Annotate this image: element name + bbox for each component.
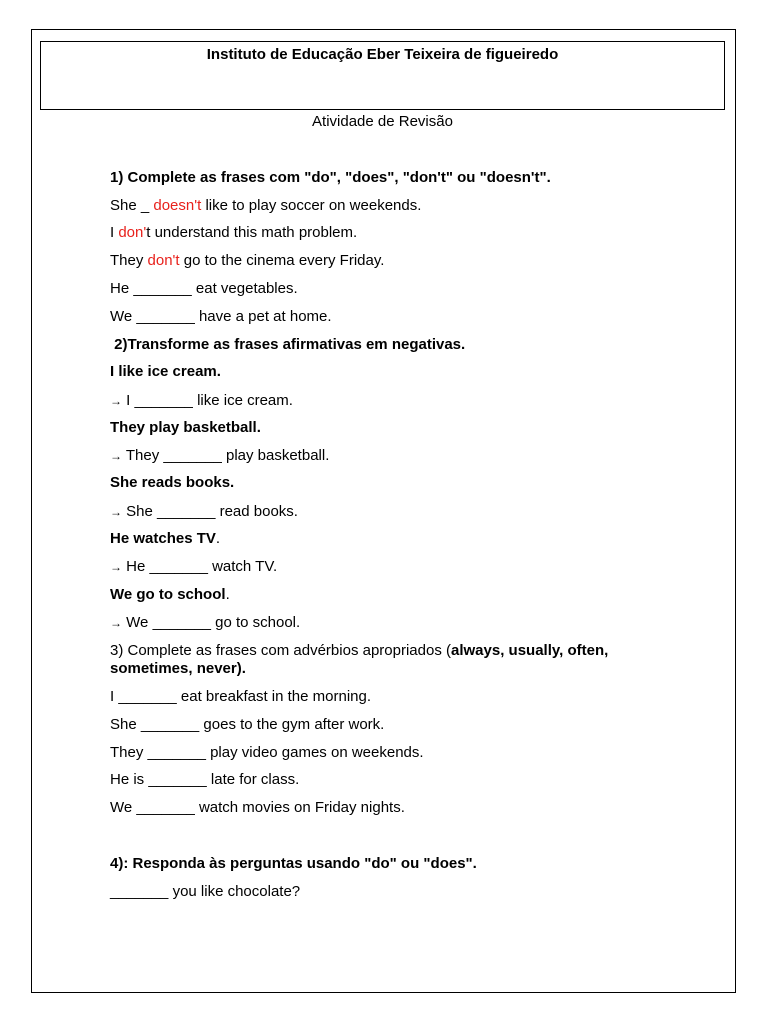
- section1-line-3: They don't go to the cinema every Friday.: [110, 252, 385, 269]
- school-name: Instituto de Educação Eber Teixeira de figueiredo: [206, 46, 559, 63]
- section3-title: 3) Complete as frases com advérbios apropriados (always, usually, often, sometimes, never).: [110, 642, 609, 677]
- section2-title: 2)Transforme as frases afirmativas em negativas.: [110, 336, 466, 353]
- section2-answer-3: → She _______ read books.: [110, 503, 298, 520]
- answer-text: doesn't: [153, 197, 202, 214]
- section1-line-2: I don't understand this math problem.: [110, 224, 358, 241]
- arrow-icon: →: [110, 505, 122, 519]
- section3-line-4: He is _______ late for class.: [110, 771, 300, 788]
- section3-line-1: I _______ eat breakfast in the morning.: [110, 688, 372, 705]
- section2-answer-5: → We _______ go to school.: [110, 614, 301, 631]
- arrow-icon: →: [110, 449, 122, 463]
- section2-answer-2: → They _______ play basketball.: [110, 447, 330, 464]
- section1-line-4: He _______ eat vegetables.: [110, 280, 298, 297]
- header-box: [40, 41, 725, 110]
- section1-line-1: She _ doesn't like to play soccer on weekends.: [110, 197, 422, 214]
- arrow-icon: →: [110, 560, 122, 574]
- arrow-icon: →: [110, 394, 122, 408]
- answer-text: don't: [147, 252, 180, 269]
- activity-title: Atividade de Revisão: [312, 113, 453, 130]
- section4-title: 4): Responda às perguntas usando "do" ou "does".: [110, 855, 477, 872]
- section2-sentence-3: She reads books.: [110, 474, 235, 491]
- answer-text: don': [118, 224, 147, 241]
- section3-line-3: They _______ play video games on weekends.: [110, 744, 424, 761]
- section2-sentence-5: We go to school.: [110, 586, 230, 603]
- section2-sentence-4: He watches TV.: [110, 530, 221, 547]
- section1-title: 1) Complete as frases com "do", "does", "don't" ou "doesn't".: [110, 169, 551, 186]
- arrow-icon: →: [110, 616, 122, 630]
- section1-line-5: We _______ have a pet at home.: [110, 308, 332, 325]
- section2-answer-4: → He _______ watch TV.: [110, 558, 278, 575]
- section2-sentence-2: They play basketball.: [110, 419, 261, 436]
- section2-answer-1: → I _______ like ice cream.: [110, 392, 293, 409]
- section2-sentence-1: I like ice cream.: [110, 363, 221, 380]
- section3-line-5: We _______ watch movies on Friday nights.: [110, 799, 405, 816]
- section3-line-2: She _______ goes to the gym after work.: [110, 716, 385, 733]
- section4-line-1: _______ you like chocolate?: [110, 883, 301, 900]
